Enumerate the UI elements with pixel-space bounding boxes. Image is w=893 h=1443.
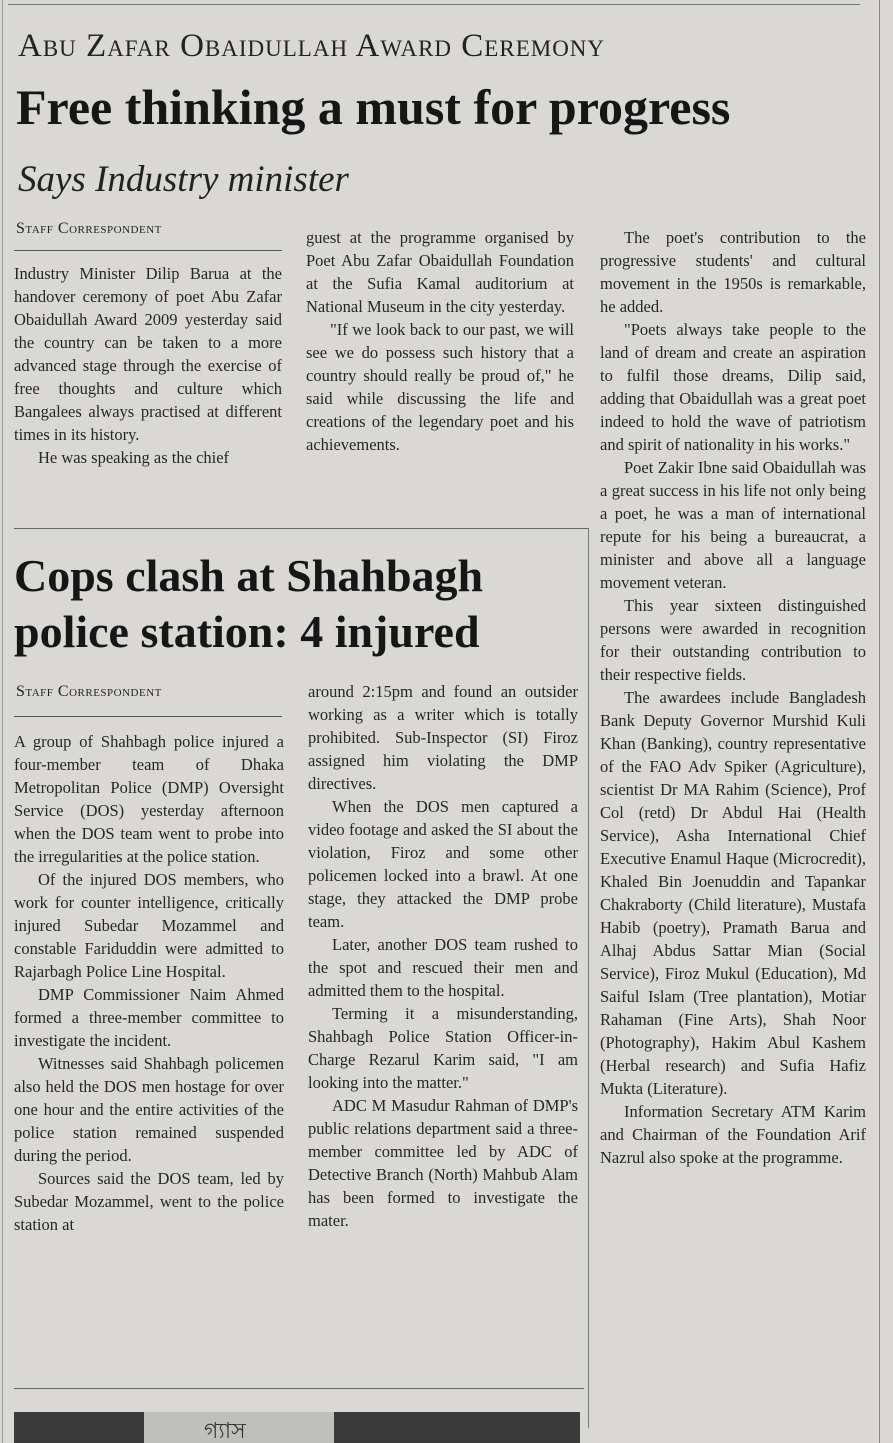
right-edge-rule	[879, 0, 880, 1443]
bottom-divider	[14, 1388, 584, 1389]
article1-column-2	[306, 226, 574, 456]
paragraph: DMP Commissioner Naim Ahmed formed a three-member committee to investigate the incident.	[14, 985, 284, 1050]
byline-rule	[14, 250, 282, 251]
paragraph: Later, another DOS team rushed to the spot and rescued their men and admitted them to the hospital.	[308, 935, 578, 1000]
paragraph: The awardees include Bangladesh Bank Deputy Governor Murshid Kuli Khan (Banking), country representative of the FAO Adv Spiker (Agriculture), scientist Dr MA Rahim (Science), Prof Col (retd) Dr Abdul Hai (Health Service), Asha International Chief Executive Enamul Haque (Microcredit), Khaled Bin Joenuddin and Tapankar Chakraborty (Child literature), Mustafa Habib (poetry), Pramath Barua and Alhaj Abdus Sattar Mian (Social Service), Firoz Mukul (Education), Md Saiful Islam (Tree plantation), Motiar Rahaman (Fine Arts), Shah Noor (Photography), Hakim Abul Kashem (Herbal research) and Sufia Hafiz Mukta (Literature).	[600, 688, 866, 1098]
article2-headline-line1: Cops clash at Shahbagh	[14, 550, 484, 601]
paragraph: around 2:15pm and found an outsider working as a writer which is totally prohibited. Sub-Inspector (SI) Firoz assigned him violating the DMP directives.	[308, 682, 578, 793]
paragraph: The poet's contribution to the progressive students' and cultural movement in the 1950s is remarkable, he added.	[600, 228, 866, 316]
article1-subhead: Says Industry minister	[18, 159, 349, 200]
paragraph: Sources said the DOS team, led by Subedar Mozammel, went to the police station at	[14, 1169, 284, 1234]
byline-rule	[14, 716, 282, 717]
article-divider	[14, 528, 588, 529]
article1-kicker: Abu Zafar Obaidullah Award Ceremony	[18, 28, 606, 64]
left-edge-rule	[2, 0, 3, 1443]
article1-column-1	[14, 262, 282, 469]
article2-headline	[14, 548, 483, 660]
article2-column-2	[308, 680, 578, 1232]
paragraph: Industry Minister Dilip Barua at the handover ceremony of poet Abu Zafar Obaidullah Award 2009 yesterday said the country can be taken to a more advanced stage through the exercise of free thoughts and culture which Bangalees always practised at different times in its history.	[14, 264, 282, 444]
paragraph: Information Secretary ATM Karim and Chairman of the Foundation Arif Nazrul also spoke at the programme.	[600, 1102, 866, 1167]
article2-column-1	[14, 730, 284, 1236]
paragraph: This year sixteen distinguished persons were awarded in recognition for their outstanding contribution to their respective fields.	[600, 596, 866, 684]
paragraph: A group of Shahbagh police injured a four-member team of Dhaka Metropolitan Police (DMP) Oversight Service (DOS) yesterday afternoon when the DOS team went to probe into the irregularities at the police station.	[14, 732, 284, 866]
top-rule	[8, 4, 860, 5]
paragraph: "Poets always take people to the land of dream and create an aspiration to fulfil those dreams, Dilip said, adding that Obaidullah was a great poet indeed to hold the wave of patriotism and spirit of nationality in his works."	[600, 320, 866, 454]
paragraph: When the DOS men captured a video footage and asked the SI about the violation, Firoz and some other policemen locked into a brawl. At one stage, they attacked the DMP probe team.	[308, 797, 578, 931]
photo-strip	[14, 1412, 580, 1443]
paragraph: Of the injured DOS members, who work for counter intelligence, critically injured Subedar Mozammel and constable Fariduddin were admitted to Rajarbagh Police Line Hospital.	[14, 870, 284, 981]
paragraph: "If we look back to our past, we will see we do possess such history that a country should really be proud of," he said while discussing the life and creations of the legendary poet and his achievements.	[306, 320, 574, 454]
paragraph: guest at the programme organised by Poet Abu Zafar Obaidullah Foundation at the Sufia Kamal auditorium at National Museum in the city yesterday.	[306, 228, 574, 316]
article2-headline-line2: police station: 4 injured	[14, 606, 480, 657]
paragraph: Terming it a misunderstanding, Shahbagh Police Station Officer-in-Charge Rezarul Karim said, "I am looking into the matter."	[308, 1004, 578, 1092]
article1-headline: Free thinking a must for progress	[16, 79, 731, 135]
article1-byline: Staff Correspondent	[16, 220, 162, 237]
column-divider	[588, 528, 589, 1428]
paragraph: Witnesses said Shahbagh policemen also held the DOS men hostage for over one hour and the entire activities of the police station remained suspended during the period.	[14, 1054, 284, 1165]
photo-caption-glyph: গ্যাস	[204, 1418, 246, 1443]
paragraph: He was speaking as the chief	[38, 448, 230, 467]
article2-byline: Staff Correspondent	[16, 683, 162, 700]
paragraph: ADC M Masudur Rahman of DMP's public relations department said a three-member committee led by ADC of Detective Branch (North) Mahbub Alam has been formed to investigate the mater.	[308, 1096, 578, 1230]
paragraph: Poet Zakir Ibne said Obaidullah was a great success in his life not only being a poet, he was a man of international repute for his being a bureaucrat, a minister and above all a language movement veteran.	[600, 458, 866, 592]
article1-column-3	[600, 226, 866, 1169]
